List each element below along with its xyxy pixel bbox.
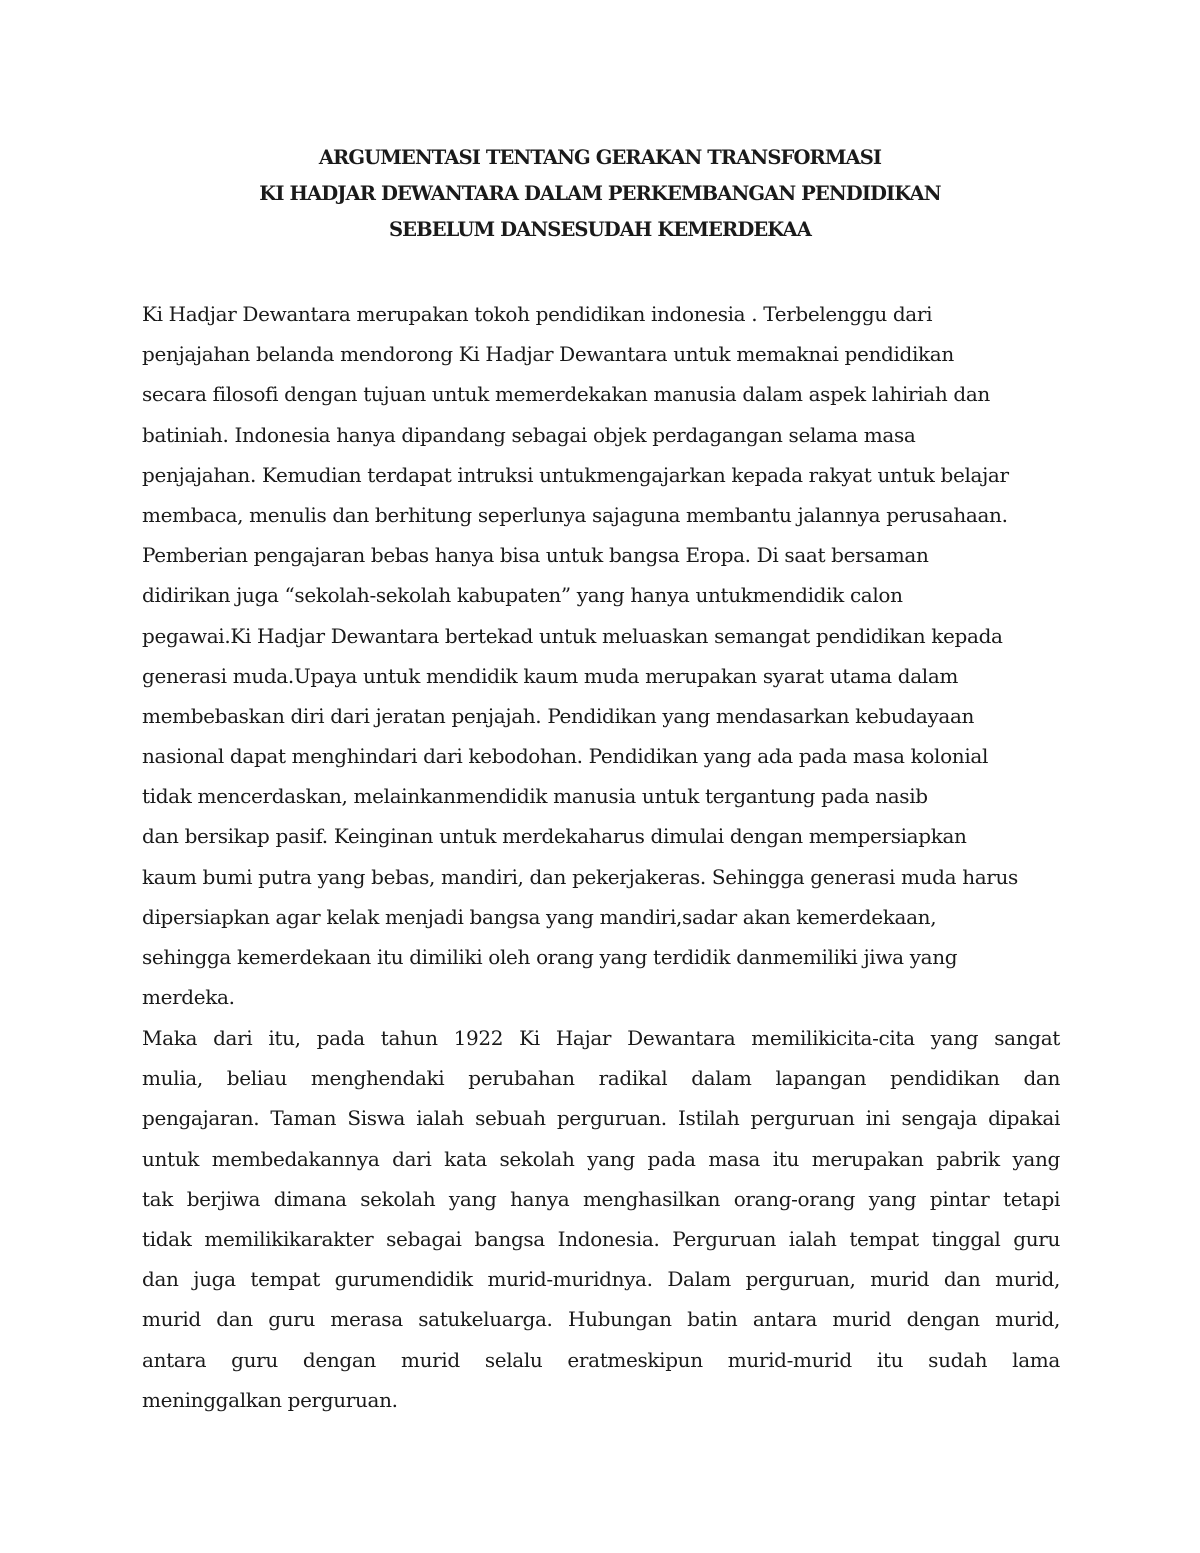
text-line: mulia, beliau menghendaki perubahan radikal dalam lapangan pendidikan dan: [142, 1066, 1060, 1091]
text-line: kaum bumi putra yang bebas, mandiri, dan pekerjakeras. Sehingga generasi muda harus: [142, 864, 1018, 889]
text-line: untuk membedakannya dari kata sekolah yang pada masa itu merupakan pabrik yang: [142, 1146, 1060, 1171]
text-line: tak berjiwa dimana sekolah yang hanya menghasilkan orang-orang yang pintar tetapi: [142, 1186, 1060, 1211]
text-line: meninggalkan perguruan.: [142, 1387, 398, 1412]
title-line: ARGUMENTASI TENTANG GERAKAN TRANSFORMASI: [318, 146, 882, 169]
document-title: [0, 140, 1200, 248]
text-line: murid dan guru merasa satukeluarga. Hubungan batin antara murid dengan murid,: [142, 1307, 1060, 1332]
text-line: batiniah. Indonesia hanya dipandang sebagai objek perdagangan selama masa: [142, 422, 916, 447]
title-line: KI HADJAR DEWANTARA DALAM PERKEMBANGAN PENDIDIKAN: [259, 182, 941, 205]
text-line: merdeka.: [142, 985, 235, 1010]
text-line: dipersiapkan agar kelak menjadi bangsa yang mandiri,sadar akan kemerdekaan,: [142, 904, 937, 929]
text-line: Maka dari itu, pada tahun 1922 Ki Hajar Dewantara memilikicita-cita yang sangat: [142, 1026, 1060, 1050]
text-line: dan bersikap pasif. Keinginan untuk merdekaharus dimulai dengan mempersiapkan: [142, 824, 967, 849]
text-line: secara filosofi dengan tujuan untuk memerdekakan manusia dalam aspek lahiriah dan: [142, 382, 990, 407]
text-line: tidak mencerdaskan, melainkanmendidik manusia untuk tergantung pada nasib: [142, 784, 928, 809]
text-line: pengajaran. Taman Siswa ialah sebuah perguruan. Istilah perguruan ini sengaja dipakai: [142, 1106, 1060, 1131]
text-line: Ki Hadjar Dewantara merupakan tokoh pendidikan indonesia . Terbelenggu dari: [142, 302, 933, 326]
text-line: sehingga kemerdekaan itu dimiliki oleh orang yang terdidik danmemiliki jiwa yang: [142, 945, 958, 969]
paragraph-2: [142, 1018, 1060, 1420]
text-line: pegawai.Ki Hadjar Dewantara bertekad untuk meluaskan semangat pendidikan kepada: [142, 623, 1003, 648]
text-line: didirikan juga “sekolah-sekolah kabupaten” yang hanya untukmendidik calon: [142, 583, 903, 608]
text-line: membaca, menulis dan berhitung seperlunya sajaguna membantu jalannya perusahaan.: [142, 502, 1008, 527]
text-line: penjajahan belanda mendorong Ki Hadjar Dewantara untuk memaknai pendidikan: [142, 342, 954, 367]
text-line: tidak memilikikarakter sebagai bangsa Indonesia. Perguruan ialah tempat tinggal guru: [142, 1226, 1060, 1251]
text-line: antara guru dengan murid selalu eratmeskipun murid-murid itu sudah lama: [142, 1347, 1060, 1372]
text-line: Pemberian pengajaran bebas hanya bisa untuk bangsa Eropa. Di saat bersaman: [142, 543, 929, 568]
text-line: generasi muda.Upaya untuk mendidik kaum muda merupakan syarat utama dalam: [142, 663, 959, 688]
text-line: nasional dapat menghindari dari kebodohan. Pendidikan yang ada pada masa kolonial: [142, 744, 988, 769]
paragraph-1: [142, 294, 1060, 1017]
text-line: membebaskan diri dari jeratan penjajah. Pendidikan yang mendasarkan kebudayaan: [142, 703, 975, 728]
title-line: SEBELUM DANSESUDAH KEMERDEKAA: [388, 218, 812, 241]
text-line: dan juga tempat gurumendidik murid-muridnya. Dalam perguruan, murid dan murid,: [142, 1267, 1060, 1292]
text-line: penjajahan. Kemudian terdapat intruksi untukmengajarkan kepada rakyat untuk belajar: [142, 462, 1009, 487]
